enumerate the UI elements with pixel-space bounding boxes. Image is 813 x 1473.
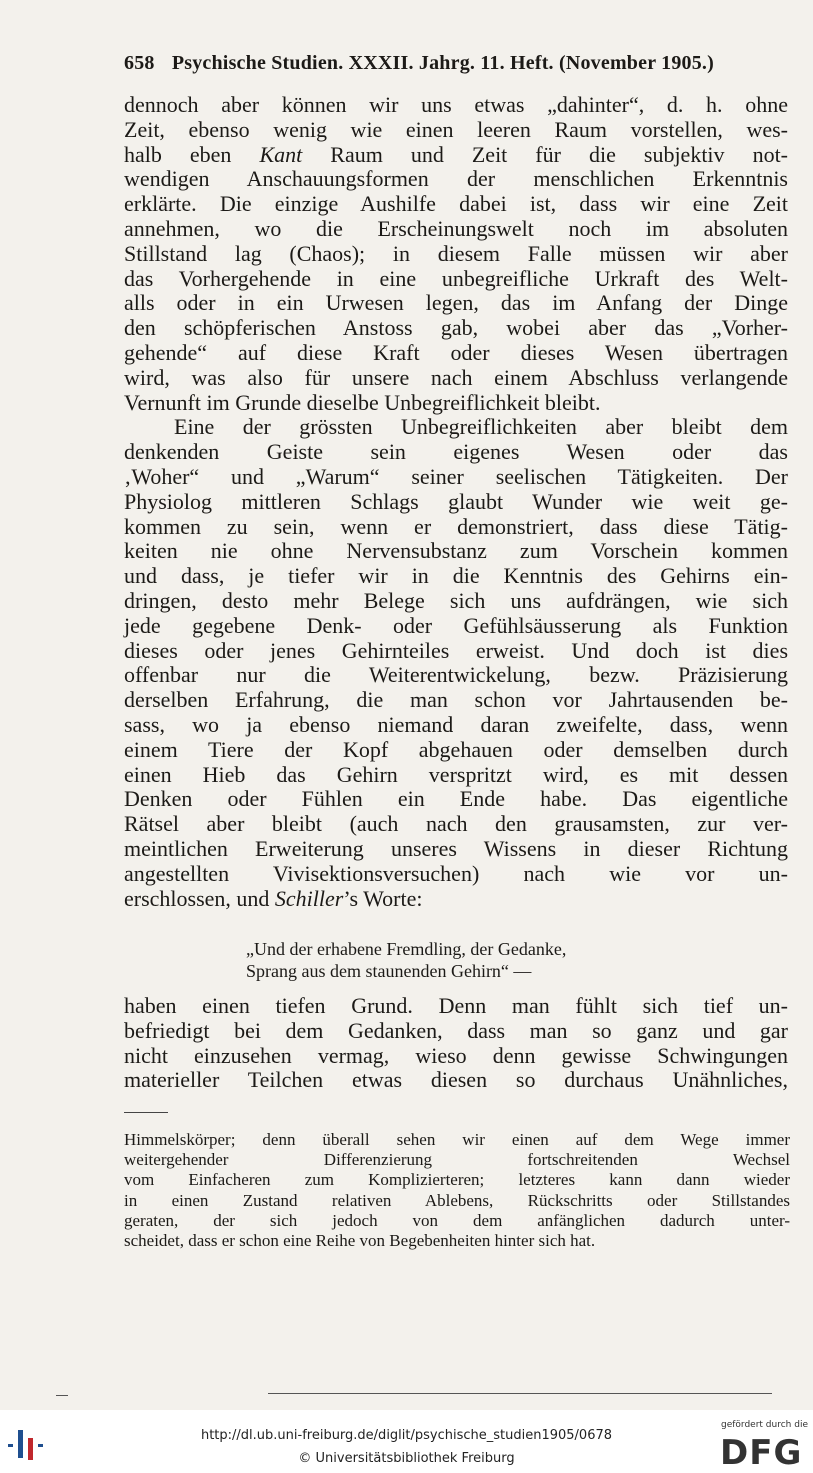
body-line: einen Hieb das Gehirn verspritzt wird, es mit dessen (124, 761, 788, 787)
body-line: jede gegebene Denk- oder Gefühlsäusserung als Funktion (124, 612, 788, 638)
body-line: einem Tiere der Kopf abgehauen oder demselben durch (124, 736, 788, 762)
footnote-line: scheidet, dass er schon eine Reihe von Begebenheiten hinter sich hat. (124, 1230, 596, 1250)
schiller-quote (246, 938, 706, 982)
paragraph-continuation (124, 994, 788, 1093)
body-line: Physiolog mittleren Schlags glaubt Wunder wie weit ge- (124, 488, 788, 514)
footnote-line: vom Einfacheren zum Komplizierteren; letzteres kann dann wieder (124, 1170, 790, 1190)
body-line: erklärte. Die einzige Aushilfe dabei ist, dass wir eine Zeit (124, 191, 788, 217)
footnote-line: in einen Zustand relativen Ablebens, Rückschritts oder Stillstandes (124, 1190, 790, 1210)
body-line: haben einen tiefen Grund. Denn man fühlt sich tief un- (124, 993, 788, 1018)
body-line: erschlossen, und Schiller’s Worte: (124, 885, 423, 911)
quote-line: Sprang aus dem staunenden Gehirn“ — (246, 961, 532, 981)
body-line: Zeit, ebenso wenig wie einen leeren Raum vorstellen, wes- (124, 116, 788, 142)
body-text (124, 93, 788, 911)
body-line: nicht einzusehen vermag, wieso denn gewisse Schwingungen (124, 1042, 788, 1068)
body-line: materieller Teilchen etwas diesen so durchaus Unähnliches, (124, 1067, 788, 1093)
body-line: Stillstand lag (Chaos); in diesem Falle müssen wir aber (124, 240, 788, 266)
body-line: denkenden Geiste sein eigenes Wesen oder das (124, 439, 788, 465)
source-url-link[interactable]: http://dl.ub.uni-freiburg.de/diglit/psychische_studien1905/0678 (200, 1428, 613, 1443)
body-line: annehmen, wo die Erscheinungswelt noch im absoluten (124, 215, 788, 241)
footnote (124, 1130, 790, 1251)
funder-note: gefördert durch die (721, 1420, 808, 1430)
body-line: wird, was also für unsere nach einem Abschluss verlangende (124, 364, 788, 390)
quote-line: „Und der erhabene Fremdling, der Gedanke, (246, 939, 567, 959)
copyright-notice: © Universitätsbibliothek Freiburg (298, 1451, 515, 1466)
body-line: wendigen Anschauungsformen der menschlichen Erkenntnis (124, 166, 788, 192)
page-edge-mark (56, 1395, 68, 1396)
footnote-rule (124, 1112, 168, 1113)
body-line: das Vorhergehende in eine unbegreifliche Urkraft des Welt- (124, 265, 788, 291)
body-line: dennoch aber können wir uns etwas „dahinter“, d. h. ohne (124, 92, 788, 117)
dfg-logo-icon (720, 1432, 806, 1468)
body-line: dieses oder jenes Gehirnteiles erweist. Und doch ist dies (124, 637, 788, 663)
body-line: alls oder in ein Urwesen legen, das im Anfang der Dinge (124, 290, 788, 316)
dfg-logo (716, 1420, 808, 1470)
page-bottom-rule (268, 1393, 772, 1394)
body-line: und dass, je tiefer wir in die Kenntnis des Gehirns ein- (124, 563, 788, 589)
body-line: dringen, desto mehr Belege sich uns aufdrängen, wie sich (124, 587, 788, 613)
paragraph-1 (124, 93, 788, 415)
body-line: derselben Erfahrung, die man schon vor Jahrtausenden be- (124, 687, 788, 713)
body-line: Denken oder Fühlen ein Ende habe. Das eigentliche (124, 786, 788, 812)
footnote-line: geraten, der sich jedoch von dem anfänglichen dadurch unter- (124, 1210, 790, 1230)
running-header (124, 52, 790, 75)
library-footer (0, 1410, 813, 1473)
body-line: ‚Woher“ und „Warum“ seiner seelischen Tätigkeiten. Der (124, 463, 788, 489)
body-line: Eine der grössten Unbegreiflichkeiten aber bleibt dem (174, 414, 788, 440)
body-line: kommen zu sein, wenn er demonstriert, dass diese Tätig- (124, 513, 788, 539)
body-line: angestellten Vivisektionsversuchen) nach wie vor un- (124, 860, 788, 886)
body-line: keiten nie ohne Nervensubstanz zum Vorschein kommen (124, 538, 788, 564)
body-line: gehende“ auf diese Kraft oder dieses Wesen übertragen (124, 339, 788, 365)
page-number: 658 (124, 52, 155, 74)
svg-text:DFG: DFG (720, 1433, 803, 1468)
body-line: meintlichen Erweiterung unseres Wissens in dieser Richtung (124, 835, 788, 861)
body-line: befriedigt bei dem Gedanken, dass man so ganz und gar (124, 1017, 788, 1043)
body-line: Rätsel aber bleibt (auch nach den grausamsten, zur ver- (124, 811, 788, 837)
body-line: offenbar nur die Weiterentwickelung, bezw. Präzisierung (124, 662, 788, 688)
body-line: halb eben Kant Raum und Zeit für die subjektiv not- (124, 141, 789, 167)
running-title: Psychische Studien. XXXII. Jahrg. 11. Heft. (November 1905.) (171, 52, 714, 74)
footnote-line: Himmelskörper; denn überall sehen wir einen auf dem Wege immer (124, 1130, 790, 1149)
body-line: sass, wo ja ebenso niemand daran zweifelte, dass, wenn (124, 711, 788, 737)
footnote-line: weitergehender Differenzierung fortschreitenden Wechsel (124, 1150, 790, 1170)
body-line: Vernunft im Grunde dieselbe Unbegreiflichkeit bleibt. (124, 389, 601, 415)
paragraph-2 (124, 415, 788, 911)
body-line: den schöpferischen Anstoss gab, wobei aber das „Vorher- (124, 315, 788, 341)
